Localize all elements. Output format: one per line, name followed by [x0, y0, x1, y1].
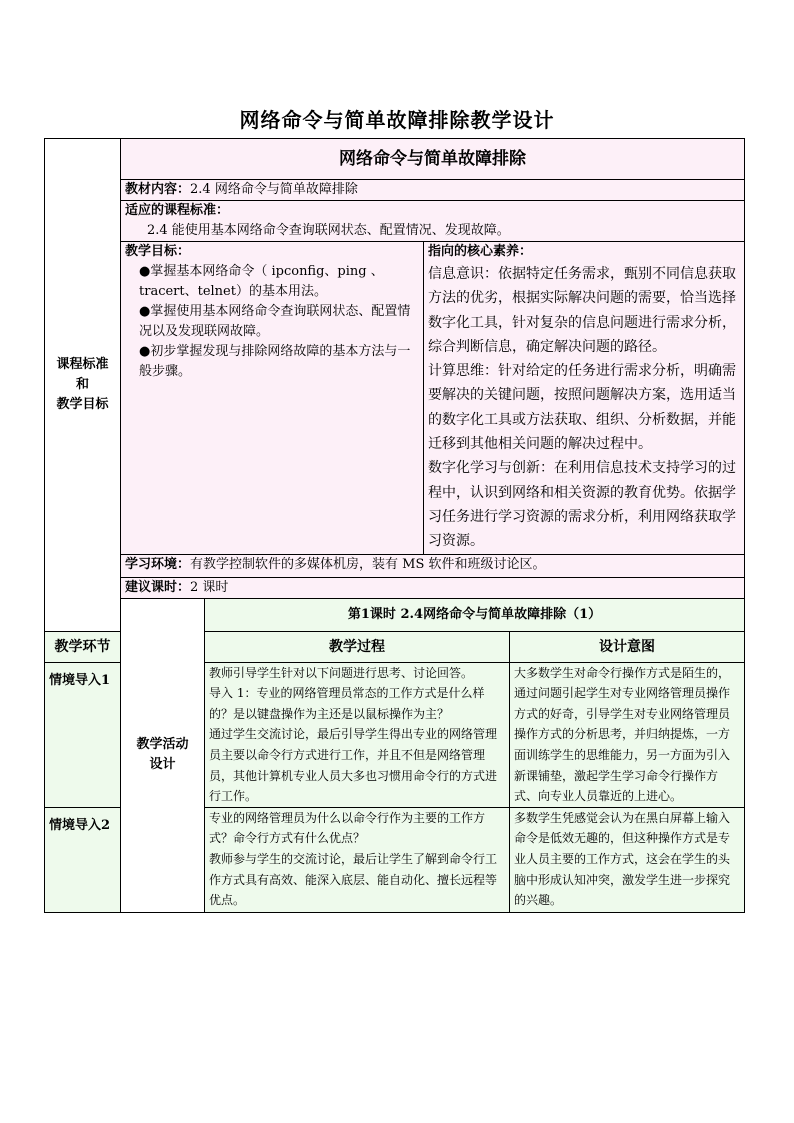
- column-header-step: 教学环节: [45, 631, 121, 662]
- lesson-title: 网络命令与简单故障排除: [121, 139, 745, 180]
- process-cell: [205, 662, 510, 807]
- document-title: 网络命令与简单故障排除教学设计: [239, 108, 555, 132]
- process-cell: [205, 807, 510, 912]
- goal-item: ●掌握基本网络命令（ ipconfig、ping 、tracert、telnet）的基本用法。: [139, 264, 384, 299]
- lesson-plan-table: [44, 138, 745, 913]
- column-header-process: 教学过程: [205, 631, 510, 662]
- process-line: 教师引导学生针对以下问题进行思考、讨论回答。: [209, 665, 474, 680]
- goals-label: 教学目标：: [125, 244, 191, 259]
- core-item: 数字化学习与创新：在利用信息技术支持学习的过程中，认识到网络和相关资源的教育优势。依据学习任务进行学习资源的需求分析，利用网络获取学习资源。: [428, 460, 736, 550]
- process-line: 通过学生交流讨论，最后引导学生得出专业的网络管理员主要以命令行方式进行工作，并且不但是网络管理员，其他计算机专业人员大多也习惯用命令行的方式进行工作。: [209, 727, 498, 804]
- teaching-goals: [121, 242, 424, 555]
- standard-label: 适应的课程标准：: [125, 203, 230, 218]
- curriculum-standard: [121, 201, 745, 242]
- step-cell: 情境导入2: [45, 807, 121, 912]
- textbook-value: 2.4 网络命令与简单故障排除: [190, 182, 358, 197]
- standard-value: 2.4 能使用基本网络命令查询联网状态、配置情况、发现故障。: [147, 223, 510, 238]
- core-literacy: [424, 242, 745, 555]
- learning-environment: [121, 554, 745, 577]
- process-line: 导入 1：专业的网络管理员常态的工作方式是什么样的？是以键盘操作为主还是以鼠标操作为主？: [209, 686, 485, 721]
- period-title: 第1课时 2.4网络命令与简单故障排除（1）: [205, 598, 745, 631]
- intent-cell: 多数学生凭感觉会认为在黑白屏幕上输入命令是低效无趣的，但这种操作方式是专业人员主要的工作方式，这会在学生的头脑中形成认知冲突，激发学生进一步探究的兴趣。: [510, 807, 745, 912]
- env-label: 学习环境：: [125, 556, 191, 572]
- intent-cell: 大多数学生对命令行操作方式是陌生的，通过问题引起学生对专业网络管理员操作方式的好奇，引导学生对专业网络管理员操作方式的分析思考，并归纳提炼，一方面训练学生的思维能力，另一方面为引入新课铺垫，激起学生学习命令行操作方式、向专业人员靠近的上进心。: [510, 662, 745, 807]
- column-header-intent: 设计意图: [510, 631, 745, 662]
- section-label-activities: 教学活动 设计: [121, 598, 205, 912]
- suggested-hours: [121, 577, 745, 598]
- core-item: 计算思维：针对给定的任务进行需求分析，明确需要解决的关键问题，按照问题解决方案，选用适当的数字化工具或方法获取、组织、分析数据，并能迁移到其他相关问题的解决过程中。: [428, 363, 736, 453]
- step-cell: 情境导入1: [45, 662, 121, 807]
- goal-item: ●初步掌握发现与排除网络故障的基本方法与一般步骤。: [139, 344, 411, 379]
- textbook-content: [121, 180, 745, 201]
- core-label: 指向的核心素养：: [428, 244, 533, 259]
- goal-item: ●掌握使用基本网络命令查询联网状态、配置情况以及发现联网故障。: [139, 304, 411, 339]
- env-value: 有教学控制软件的多媒体机房，装有 MS 软件和班级讨论区。: [190, 556, 546, 572]
- hours-value: 2 课时: [190, 579, 229, 595]
- process-line: 专业的网络管理员为什么以命令行作为主要的工作方式？命令行方式有什么优点？: [209, 810, 486, 846]
- process-line: 教师参与学生的交流讨论，最后让学生了解到命令行工作方式具有高效、能深入底层、能自动化、擅长远程等优点。: [209, 851, 498, 908]
- textbook-label: 教材内容：: [125, 182, 191, 197]
- core-item: 信息意识：依据特定任务需求，甄别不同信息获取方法的优劣，根据实际解决问题的需要，恰当选择数字化工具，针对复杂的信息问题进行需求分析，综合判断信息，确定解决问题的路径。: [428, 266, 736, 355]
- hours-label: 建议课时：: [125, 579, 191, 595]
- section-label-standards: 课程标准 和 教学目标: [45, 139, 121, 632]
